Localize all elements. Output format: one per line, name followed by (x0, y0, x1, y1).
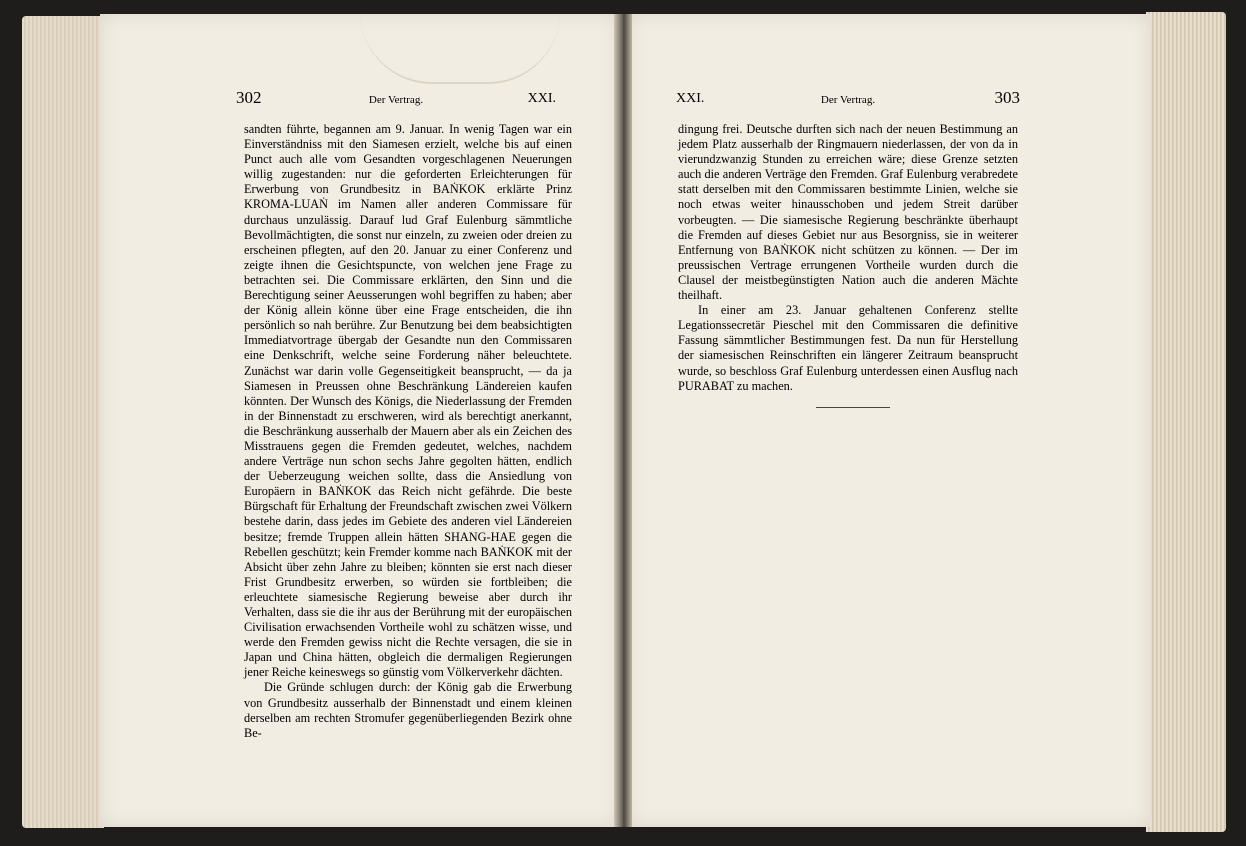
right-page-number: 303 (994, 88, 1020, 107)
right-section-number: XXI. (676, 91, 705, 106)
book-gutter (614, 14, 632, 827)
left-page-header (236, 88, 556, 114)
right-page-header (676, 88, 1020, 114)
left-page-body (244, 122, 572, 741)
right-running-title: Der Vertrag. (820, 94, 876, 106)
left-section-number: XXI. (527, 91, 556, 106)
right-page-edges (1146, 12, 1226, 832)
left-paragraph-1: sandten führte, begannen am 9. Januar. In wenig Tagen war ein Einverständniss mit den Siamesen erzielt, welche bis auf einen Punct auch alle vom Gesandten vorgeschlagenen Neuerungen willig zugestanden: nur die geforderten Erleichterungen für Erwerbung von Grundbesitz in BAṄKOK erklärte Prinz KROMA-LUAṄ im Namen aller anderen Commissare für durchaus unzulässig. Darauf lud Graf Eulenburg sämmtliche Bevollmächtigten, die sonst nur einzeln, zu zweien oder dreien zu erscheinen pflegten, auf den 20. Januar zu einer Conferenz und zeigte ihnen die Gesichtspuncte, von welchen jene Frage zu betrachten sei. Die Commissare erklärten, den Sinn und die Berechtigung seiner Aeusserungen wohl begriffen zu haben; aber der König allein könne über eine Frage entscheiden, die ihn persönlich so nah berühre. Zur Benutzung bei dem beabsichtigten Immediatvortrage übergab der Gesandte nun den Commissaren eine Denkschrift, welche seine Forderung näher beleuchtete. Zunächst war darin volle Gegenseitigkeit beansprucht, — da ja Siamesen in Preussen ohne Beschränkung Ländereien kaufen könnten. Der Wunsch des Königs, die Niederlassung der Fremden in der Binnenstadt zu erschweren, wird als berechtigt anerkannt, die Beschränkung ausserhalb der Mauern aber als ein Zeichen des Misstrauens gegen die Fremden gedeutet, welches, nachdem andere Verträge nun schon sechs Jahre gegolten hätten, endlich der Ueberzeugung weichen sollte, dass die Ansiedlung von Europäern in BAṄKOK das Reich nicht gefährde. Die beste Bürgschaft für Erhaltung der Freundschaft zwischen zwei Völkern bestehe darin, dass jedes im Gebiete des anderen viel Ländereien besitze; fremde Truppen allein hätten SHANG-HAE gegen die Rebellen geschützt; kein Fremder komme nach BAṄKOK mit der Absicht über zehn Jahre zu bleiben; könnten sie erst nach dieser Frist Grundbesitz erwerben, so würden sie fortbleiben; die erleuchtete siamesische Regierung beweise aber durch ihr Verhalten, dass sie die ihr aus der Berührung mit der europäischen Civilisation erwachsenden Vortheile wohl zu schätzen wisse, und werde den Fremden gewiss nicht die Rechte versagen, die sie in Japan und China hätten, obgleich die dermaligen Regierungen jener Reiche keineswegs so günstig vom Völkerverkehr dächten. (244, 122, 572, 680)
left-paragraph-2: Die Gründe schlugen durch: der König gab die Erwerbung von Grundbesitz ausserhalb der Binnenstadt und einem kleinen derselben am rechten Stromufer gegenüberliegenden Bezirk ohne Be- (244, 680, 572, 740)
left-page-edges (22, 16, 104, 828)
section-end-rule (816, 407, 890, 408)
left-running-title: Der Vertrag. (368, 94, 424, 106)
right-page-body (678, 122, 1018, 394)
left-page-number: 302 (236, 88, 262, 107)
right-paragraph-2: In einer am 23. Januar gehaltenen Conferenz stellte Legationssecretär Pieschel mit den Commissaren die definitive Fassung sämmtlicher Bestimmungen fest. Da nun für Herstellung der siamesischen Reinschriften ein längerer Zeitraum beansprucht wurde, so beschloss Graf Eulenburg unterdessen einen Ausflug nach PURABAT zu machen. (678, 303, 1018, 393)
right-paragraph-1: dingung frei. Deutsche durften sich nach der neuen Bestimmung an jedem Platz ausserhalb der Ringmauern niederlassen, der von da in vierundzwanzig Stunden zu erreichen wäre; diese Grenze setzten auch die anderen Verträge den Fremden. Graf Eulenburg verabredete statt derselben mit den Commissaren bestimmte Linien, welche sie noch etwas weiter hinausschoben und jedem Streit darüber vorbeugten. — Die siamesische Regierung beschränkte überhaupt die Fremden auf dieses Gebiet nur aus Besorgniss, sie in weiterer Entfernung von BAṄKOK nicht schützen zu können. — Der im preussischen Vertrage errungenen Vortheile wurden durch die Clausel der meistbegünstigten Nation auch die anderen Mächte theilhaft. (678, 122, 1018, 303)
